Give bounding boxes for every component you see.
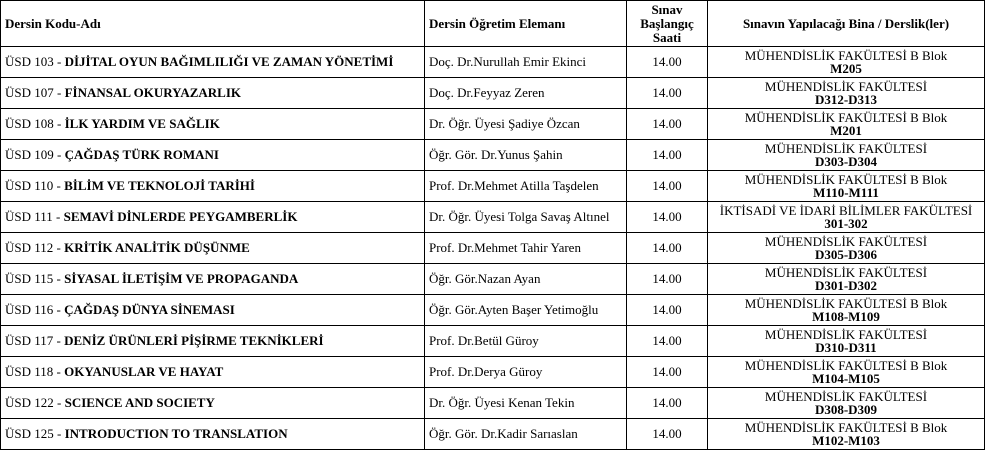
exam-time-cell: 14.00 (627, 233, 708, 264)
exam-time-cell: 14.00 (627, 419, 708, 450)
exam-time-cell: 14.00 (627, 202, 708, 233)
table-row (1, 419, 985, 450)
table-row (1, 171, 985, 202)
code-separator: - (53, 271, 65, 286)
building-name: MÜHENDİSLİK FAKÜLTESİ B Blok (744, 110, 948, 125)
header-exam-time-line1: Sınav (651, 1, 683, 17)
location-cell (708, 326, 985, 357)
instructor-cell: Prof. Dr.Betül Güroy (425, 326, 627, 357)
location-cell (708, 357, 985, 388)
instructor-cell: Prof. Dr.Mehmet Atilla Taşdelen (425, 171, 627, 202)
course-code-cell (1, 233, 425, 264)
course-code: ÜSD 115 (5, 271, 54, 286)
table-header-row (1, 1, 985, 47)
course-code-cell (1, 419, 425, 450)
course-name: DENİZ ÜRÜNLERİ PİŞİRME TEKNİKLERİ (64, 333, 324, 348)
table-row (1, 326, 985, 357)
table-row (1, 140, 985, 171)
building-name: MÜHENDİSLİK FAKÜLTESİ B Blok (744, 172, 948, 187)
location-cell (708, 109, 985, 140)
course-name: OKYANUSLAR VE HAYAT (64, 364, 224, 379)
table-row (1, 78, 985, 109)
code-separator: - (53, 302, 65, 317)
course-name: BİLİM VE TEKNOLOJİ TARİHİ (64, 178, 255, 193)
room-name: D305-D306 (814, 247, 878, 262)
exam-time-cell: 14.00 (627, 171, 708, 202)
code-separator: - (53, 426, 65, 441)
room-name: D301-D302 (814, 278, 878, 293)
code-separator: - (53, 178, 65, 193)
exam-time-cell: 14.00 (627, 388, 708, 419)
room-name: D303-D304 (814, 154, 878, 169)
location-cell (708, 78, 985, 109)
code-separator: - (53, 240, 65, 255)
course-name: INTRODUCTION TO TRANSLATION (64, 426, 288, 441)
instructor-cell: Dr. Öğr. Üyesi Kenan Tekin (425, 388, 627, 419)
table-row (1, 233, 985, 264)
instructor-cell: Doç. Dr.Nurullah Emir Ekinci (425, 47, 627, 78)
instructor-cell: Dr. Öğr. Üyesi Şadiye Özcan (425, 109, 627, 140)
course-name: KRİTİK ANALİTİK DÜŞÜNME (64, 240, 250, 255)
course-code: ÜSD 118 (5, 364, 54, 379)
exam-time-cell: 14.00 (627, 326, 708, 357)
course-code: ÜSD 116 (5, 302, 54, 317)
location-cell (708, 419, 985, 450)
course-name: ÇAĞDAŞ TÜRK ROMANI (64, 147, 219, 162)
code-separator: - (53, 333, 65, 348)
building-name: MÜHENDİSLİK FAKÜLTESİ B Blok (744, 296, 948, 311)
course-code: ÜSD 111 (5, 209, 53, 224)
course-code: ÜSD 109 (5, 147, 54, 162)
location-cell (708, 47, 985, 78)
building-name: MÜHENDİSLİK FAKÜLTESİ (764, 265, 928, 280)
exam-time-cell: 14.00 (627, 357, 708, 388)
table-row (1, 47, 985, 78)
building-name: MÜHENDİSLİK FAKÜLTESİ (764, 389, 928, 404)
room-name: M102-M103 (812, 433, 880, 448)
room-name: M201 (830, 123, 862, 138)
room-name: M205 (830, 61, 862, 76)
course-code: ÜSD 103 (5, 54, 54, 69)
location-cell (708, 171, 985, 202)
instructor-cell: Öğr. Gör. Dr.Kadir Sarıaslan (425, 419, 627, 450)
instructor-cell: Öğr. Gör. Dr.Yunus Şahin (425, 140, 627, 171)
course-name: SCIENCE AND SOCIETY (64, 395, 215, 410)
building-name: MÜHENDİSLİK FAKÜLTESİ B Blok (744, 48, 948, 63)
room-name: M104-M105 (812, 371, 880, 386)
course-code: ÜSD 125 (5, 426, 54, 441)
course-code: ÜSD 112 (5, 240, 54, 255)
building-name: İKTİSADİ VE İDARİ BİLİMLER FAKÜLTESİ (719, 203, 973, 218)
course-name: SEMAVİ DİNLERDE PEYGAMBERLİK (63, 209, 298, 224)
instructor-cell: Prof. Dr.Derya Güroy (425, 357, 627, 388)
header-exam-time (627, 1, 708, 47)
header-location: Sınavın Yapılacağı Bina / Derslik(ler) (708, 1, 985, 47)
room-name: D310-D311 (815, 340, 877, 355)
table-row (1, 109, 985, 140)
instructor-cell: Öğr. Gör.Ayten Başer Yetimoğlu (425, 295, 627, 326)
location-cell (708, 388, 985, 419)
code-separator: - (53, 395, 65, 410)
room-name: D308-D309 (814, 402, 878, 417)
code-separator: - (52, 209, 64, 224)
course-name: İLK YARDIM VE SAĞLIK (64, 116, 220, 131)
instructor-cell: Prof. Dr.Mehmet Tahir Yaren (425, 233, 627, 264)
course-name: FİNANSAL OKURYAZARLIK (64, 85, 242, 100)
exam-time-cell: 14.00 (627, 109, 708, 140)
table-row (1, 357, 985, 388)
course-code: ÜSD 107 (5, 85, 54, 100)
exam-time-cell: 14.00 (627, 140, 708, 171)
header-course-code: Dersin Kodu-Adı (1, 1, 425, 47)
course-name: DİJİTAL OYUN BAĞIMLILIĞI VE ZAMAN YÖNETİMİ (64, 54, 394, 69)
room-name: M110-M111 (813, 185, 879, 200)
table-row (1, 202, 985, 233)
course-code: ÜSD 108 (5, 116, 54, 131)
course-code-cell (1, 109, 425, 140)
course-code-cell (1, 357, 425, 388)
course-code-cell (1, 388, 425, 419)
location-cell (708, 233, 985, 264)
course-code-cell (1, 202, 425, 233)
instructor-cell: Doç. Dr.Feyyaz Zeren (425, 78, 627, 109)
room-name: 301-302 (824, 216, 868, 231)
header-exam-time-line2: Başlangıç (640, 15, 694, 31)
header-instructor: Dersin Öğretim Elemanı (425, 1, 627, 47)
building-name: MÜHENDİSLİK FAKÜLTESİ (764, 327, 928, 342)
building-name: MÜHENDİSLİK FAKÜLTESİ (764, 79, 928, 94)
code-separator: - (53, 54, 65, 69)
course-code: ÜSD 110 (5, 178, 54, 193)
course-name: SİYASAL İLETİŞİM VE PROPAGANDA (64, 271, 299, 286)
table-body (1, 47, 985, 450)
instructor-cell: Dr. Öğr. Üyesi Tolga Savaş Altınel (425, 202, 627, 233)
room-name: D312-D313 (814, 92, 878, 107)
course-code: ÜSD 117 (5, 333, 54, 348)
exam-time-cell: 14.00 (627, 47, 708, 78)
code-separator: - (53, 116, 65, 131)
table-row (1, 264, 985, 295)
location-cell (708, 140, 985, 171)
exam-time-cell: 14.00 (627, 264, 708, 295)
code-separator: - (53, 364, 65, 379)
exam-time-cell: 14.00 (627, 295, 708, 326)
header-exam-time-line3: Saati (652, 29, 682, 45)
location-cell (708, 264, 985, 295)
exam-time-cell: 14.00 (627, 78, 708, 109)
building-name: MÜHENDİSLİK FAKÜLTESİ B Blok (744, 358, 948, 373)
table-row (1, 295, 985, 326)
course-name: ÇAĞDAŞ DÜNYA SİNEMASI (64, 302, 235, 317)
course-code: ÜSD 122 (5, 395, 54, 410)
code-separator: - (53, 85, 65, 100)
course-code-cell (1, 295, 425, 326)
table-row (1, 388, 985, 419)
course-code-cell (1, 140, 425, 171)
location-cell (708, 295, 985, 326)
building-name: MÜHENDİSLİK FAKÜLTESİ B Blok (744, 420, 948, 435)
course-code-cell (1, 326, 425, 357)
course-code-cell (1, 78, 425, 109)
course-code-cell (1, 264, 425, 295)
course-code-cell (1, 171, 425, 202)
instructor-cell: Öğr. Gör.Nazan Ayan (425, 264, 627, 295)
building-name: MÜHENDİSLİK FAKÜLTESİ (764, 234, 928, 249)
course-code-cell (1, 47, 425, 78)
room-name: M108-M109 (812, 309, 880, 324)
code-separator: - (53, 147, 65, 162)
building-name: MÜHENDİSLİK FAKÜLTESİ (764, 141, 928, 156)
location-cell (708, 202, 985, 233)
